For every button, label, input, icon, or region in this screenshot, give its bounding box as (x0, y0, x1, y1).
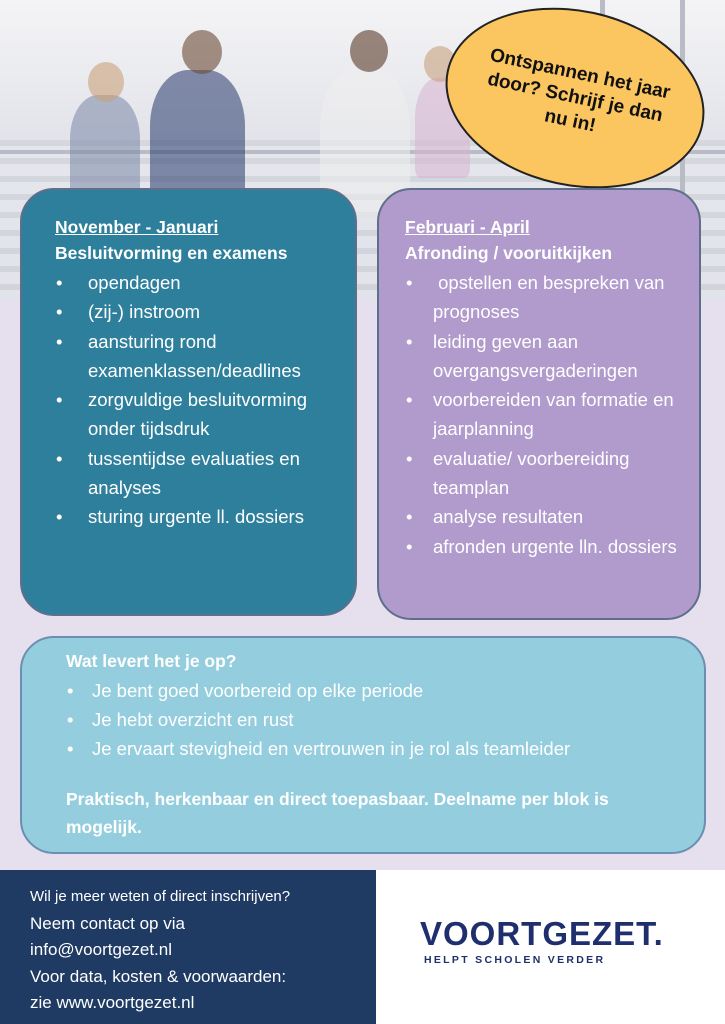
list-item: • analyse resultaten (405, 502, 689, 531)
topic-list (55, 268, 341, 532)
list-item: • Je bent goed voorbereid op elke periode (66, 676, 684, 705)
bullet-icon: • (406, 330, 413, 352)
contact-question: Wil je meer weten of direct inschrijven? (30, 888, 291, 905)
bullet-icon: • (67, 709, 74, 730)
list-item: • evaluatie/ voorbereiding teamplan (405, 444, 689, 503)
bullet-icon: • (406, 272, 413, 293)
panel-november-januari (20, 188, 357, 616)
list-item: • tussentijdse evaluaties en analyses (55, 444, 341, 503)
contact-prompt: Neem contact op via (30, 913, 185, 933)
list-item: • opstellen en bespreken van prognoses (405, 268, 689, 327)
conditions-text: Voor data, kosten & voorwaarden: (30, 966, 287, 986)
list-item: • leiding geven aan overgangsvergaderingen (405, 327, 689, 386)
list-item: • opendagen (55, 268, 341, 297)
voortgezet-logo (420, 916, 664, 966)
contact-email-link[interactable]: info@voortgezet.nl (30, 940, 173, 959)
student-figure (350, 30, 388, 72)
benefits-title: Wat levert het je op? (66, 651, 237, 671)
panel-period: November - Januari (55, 217, 219, 237)
student-figure (88, 62, 124, 102)
website-link[interactable]: zie www.voortgezet.nl (30, 993, 195, 1012)
logo-tagline: HELPT SCHOLEN VERDER (424, 954, 606, 966)
list-item: • Je ervaart stevigheid en vertrouwen in je rol als teamleider (66, 734, 684, 763)
contact-block (0, 870, 376, 1024)
panel-februari-april (377, 188, 701, 620)
panel-theme: Besluitvorming en examens (55, 243, 288, 263)
student-figure (182, 30, 222, 74)
logo-wordmark: VOORTGEZET. (420, 915, 664, 952)
bullet-icon: • (56, 301, 63, 323)
list-item: • (zij-) instroom (55, 297, 341, 326)
list-item: • Je hebt overzicht en rust (66, 705, 684, 734)
bullet-icon: • (406, 447, 413, 469)
panel-period: Februari - April (405, 217, 530, 237)
takeaway-text: Praktisch, herkenbaar en direct toepasbaar. Deelname per blok is mogelijk. (66, 789, 609, 837)
bullet-icon: • (406, 506, 413, 528)
bullet-icon: • (406, 389, 413, 411)
list-item: • sturing urgente ll. dossiers (55, 502, 341, 531)
bullet-icon: • (67, 738, 74, 759)
bullet-icon: • (56, 506, 63, 528)
bullet-icon: • (56, 330, 63, 352)
list-item: • afronden urgente lln. dossiers (405, 532, 689, 561)
bullet-icon: • (67, 680, 74, 701)
bullet-icon: • (56, 272, 63, 293)
benefits-panel (20, 636, 706, 854)
list-item: • zorgvuldige besluitvorming onder tijdsdruk (55, 385, 341, 444)
bullet-icon: • (56, 389, 63, 411)
list-item: • voorbereiden van formatie en jaarplanning (405, 385, 689, 444)
callout-text: Ontspannen het jaar door? Schrijf je dan nu in! (485, 44, 673, 137)
bullet-icon: • (406, 535, 413, 557)
list-item: • aansturing rond examenklassen/deadlines (55, 327, 341, 386)
logo-area (376, 870, 725, 1024)
topic-list (405, 268, 689, 561)
bullet-icon: • (56, 447, 63, 469)
benefits-list (66, 676, 684, 763)
panel-theme: Afronding / vooruitkijken (405, 243, 613, 263)
